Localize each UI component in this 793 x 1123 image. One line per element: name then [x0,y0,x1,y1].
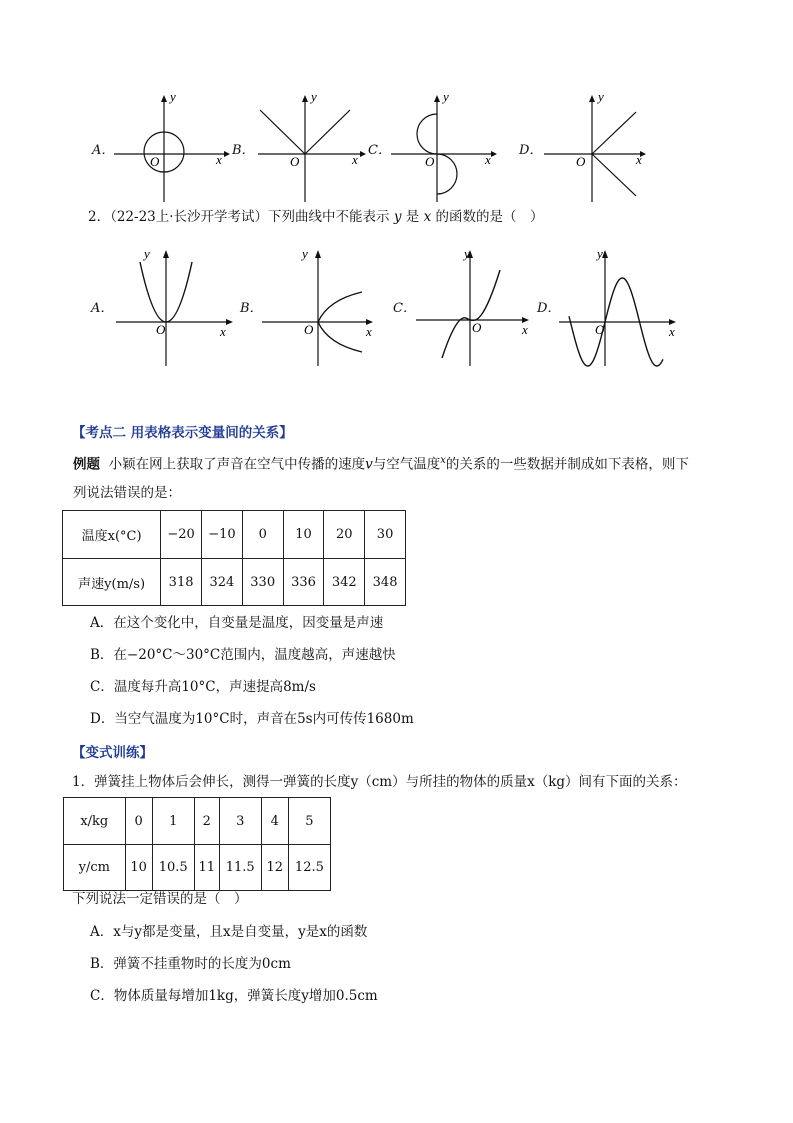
example-choice-b: B．在−20°C～30°C范围内，温度越高，声速越快 [90,647,396,663]
example-choice-c: C．温度每升高10°C，声速提高8m/s [90,679,316,695]
q1-graph-c [385,90,500,205]
temperature-speed-table: 温度x(°C) −20 −10 0 10 20 30 声速y(m/s) 318 324 330 336 342 348 [62,510,406,606]
axis-y-label: y [170,90,176,104]
axis-x-label: x [216,152,222,167]
practice-question: 下列说法一定错误的是（ ） [72,891,248,907]
q1-option-a-label: A． [92,143,115,158]
table-header-speed: 声速y(m/s) [63,559,161,606]
q2-option-a-label: A． [91,301,114,316]
svg-text:O: O [595,322,605,337]
section-heading-practice: 【变式训练】 [72,745,153,761]
svg-text:y: y [302,246,308,261]
q2-graph-b [258,244,383,369]
example-text: 例题 小颖在网上获取了声音在空气中传播的速度v与空气温度$^x$的关系的一些数据并制成如下表格，则下 [73,455,689,473]
spring-table: x/kg 0 1 2 3 4 5 y/cm 10 10.5 11 11.5 12 12.5 [63,797,331,891]
table-header-temp: 温度x(°C) [63,511,161,559]
svg-text:y: y [311,90,317,104]
q2-graph-a [108,244,238,369]
svg-text:x: x [366,324,372,339]
origin-label: O [150,154,160,169]
q2-stem: 2．（22-23上·长沙开学考试）下列曲线中不能表示 y 是 x 的函数的是（ ） [88,209,544,225]
q1-graph-d [536,90,651,205]
svg-text:O: O [304,322,314,337]
q1-option-b-label: B． [232,143,255,158]
q2-option-d-label: D． [537,301,561,316]
svg-text:O: O [472,320,482,335]
q1-option-d-label: D． [519,143,543,158]
svg-text:y: y [597,246,603,261]
svg-text:y: y [443,90,449,104]
svg-text:y: y [598,90,604,104]
practice-choice-a: A．x与y都是变量，且x是自变量，y是x的函数 [90,924,368,940]
practice-choice-b: B．弹簧不挂重物时的长度为0cm [90,956,291,972]
svg-text:x: x [522,322,528,337]
example-text-line2: 列说法错误的是： [73,485,181,501]
svg-text:y: y [464,246,470,261]
svg-text:O: O [576,154,586,169]
practice-q1-stem: 1．弹簧挂上物体后会伸长，测得一弹簧的长度y（cm）与所挂的物体的质量x（kg）间有下面的关系： [72,774,687,790]
svg-text:x: x [485,152,491,167]
example-choice-a: A．在这个变化中，自变量是温度，因变量是声速 [90,615,384,631]
svg-text:y: y [144,246,150,261]
q1-graph-a [108,90,230,205]
q2-graph-d [555,244,685,369]
svg-text:x: x [636,152,642,167]
q1-graph-b [248,90,368,205]
section-heading-table: 【考点二 用表格表示变量间的关系】 [72,425,293,441]
q2-option-b-label: B． [240,301,263,316]
svg-text:x: x [220,324,226,339]
example-choice-d: D．当空气温度为10°C时，声音在5s内可传传1680m [90,711,414,727]
q1-option-c-label: C． [368,143,391,158]
q2-option-c-label: C． [393,301,416,316]
svg-text:O: O [156,322,166,337]
svg-text:O: O [425,154,435,169]
svg-text:O: O [290,154,300,169]
svg-text:x: x [352,152,358,167]
svg-text:x: x [669,324,675,339]
q2-graph-c [412,244,537,369]
practice-choice-c: C．物体质量每增加1kg，弹簧长度y增加0.5cm [90,988,378,1004]
